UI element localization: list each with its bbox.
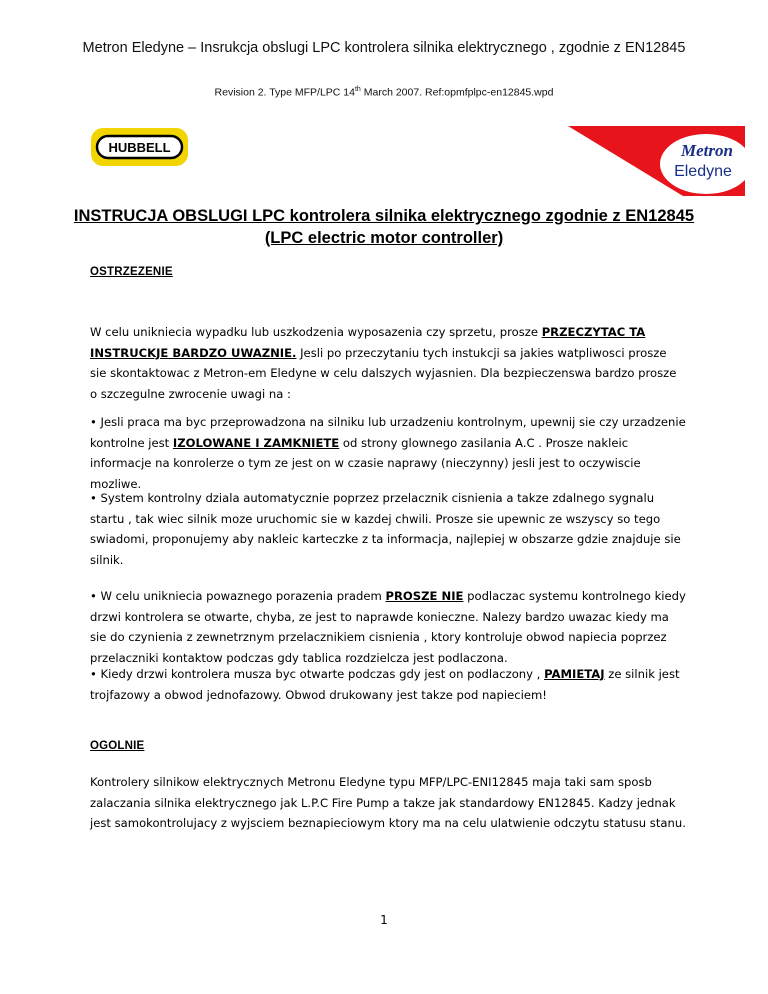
title-line-1: INSTRUCJA OBSLUGI LPC kontrolera silnika elektrycznego zgodnie z EN12845	[73, 207, 695, 225]
general-paragraph: Kontrolery silnikow elektrycznych Metronu Eledyne typu MFP/LPC-ENI12845 maja taki sam sposb zalaczania silnika elektrycznego jak L.P.C Fire Pump a takze jak standardowy EN12845. Kadzy jednak jest samokontrolujacy z wyjsciem beznapieciowym ktory ma na celu ulatwienie odczytu statusu stanu.	[90, 775, 686, 830]
metron-eledyne-logo	[568, 126, 745, 196]
title-line-2: (LPC electric motor controller)	[264, 229, 504, 247]
hubbell-logo-text: HUBBELL	[108, 140, 171, 155]
warning-bullet-2: • System kontrolny dziala automatycznie poprzez przelacznik cisnienia a takze zdalnego sygnalu startu , tak wiec silnik moze uruchomic sie w kazdej chwili. Prosze sie upewnic ze wszyscy so tego swiadomi, proponujemy aby nakleic karteczke z ta informacja, najlepiej w obszarze gdzie znajduje sie silnik.	[90, 491, 681, 567]
hubbell-logo	[91, 128, 188, 166]
warning-intro-paragraph: W celu unikniecia wypadku lub uszkodzenia wyposazenia czy sprzetu, prosze PRZECZYTAC TA INSTRUCKJE BARDZO UWAZNIE. Jesli po przeczytaniu tych instukcji sa jakies watpliwosci prosze sie skontaktowac z Metron-em Eledyne w celu dalszych wyjasnien. Dla bezpieczenswa bardzo prosze o szczegulne zwrocenie uwagi na :	[90, 325, 677, 401]
general-heading: OGOLNIE	[90, 740, 145, 752]
warning-heading: OSTRZEZENIE	[90, 266, 173, 278]
warning-bullet-1: • Jesli praca ma byc przeprowadzona na silniku lub urzadzeniu kontrolnym, upewnij sie czy urzadzenie kontrolne jest IZOLOWANE I ZAMKNIETE od strony glownego zasilania A.C . Prosze nakleic informacje na konrolerze o tym ze jest on w czasie naprawy (nieczynny) jesli jest to oczywiscie mozliwe.	[90, 415, 686, 491]
page-number: 1	[380, 913, 388, 927]
metron-logo-text: Metron	[681, 141, 733, 160]
warning-bullet-3: • W celu unikniecia powaznego porazenia pradem PROSZE NIE podlaczac systemu kontrolnego kiedy drzwi kontrolera se otwarte, chyba, ze jest to naprawde konieczne. Nalezy bardzo uwazac kiedy ma sie do czynienia z zewnetrznym przelacznikiem cisnienia , ktory kontroluje obwod napiecia poprzez przelaczniki kontaktow podczas gdy tablica rozdzielcza jest podlaczona.	[90, 589, 686, 665]
document-title	[0, 205, 768, 249]
revision-line: Revision 2. Type MFP/LPC 14th March 2007. Ref:opmfplpc-en12845.wpd	[214, 86, 554, 99]
document-header-title: Metron Eledyne – Insrukcja obslugi LPC kontrolera silnika elektrycznego , zgodnie z EN12845	[82, 40, 686, 56]
warning-bullet-4: • Kiedy drzwi kontrolera musza byc otwarte podczas gdy jest on podlaczony , PAMIETAJ ze silnik jest trojfazowy a obwod jednofazowy. Obwod drukowany jest takze pod napieciem!	[90, 667, 680, 702]
eledyne-logo-text: Eledyne	[674, 163, 732, 180]
